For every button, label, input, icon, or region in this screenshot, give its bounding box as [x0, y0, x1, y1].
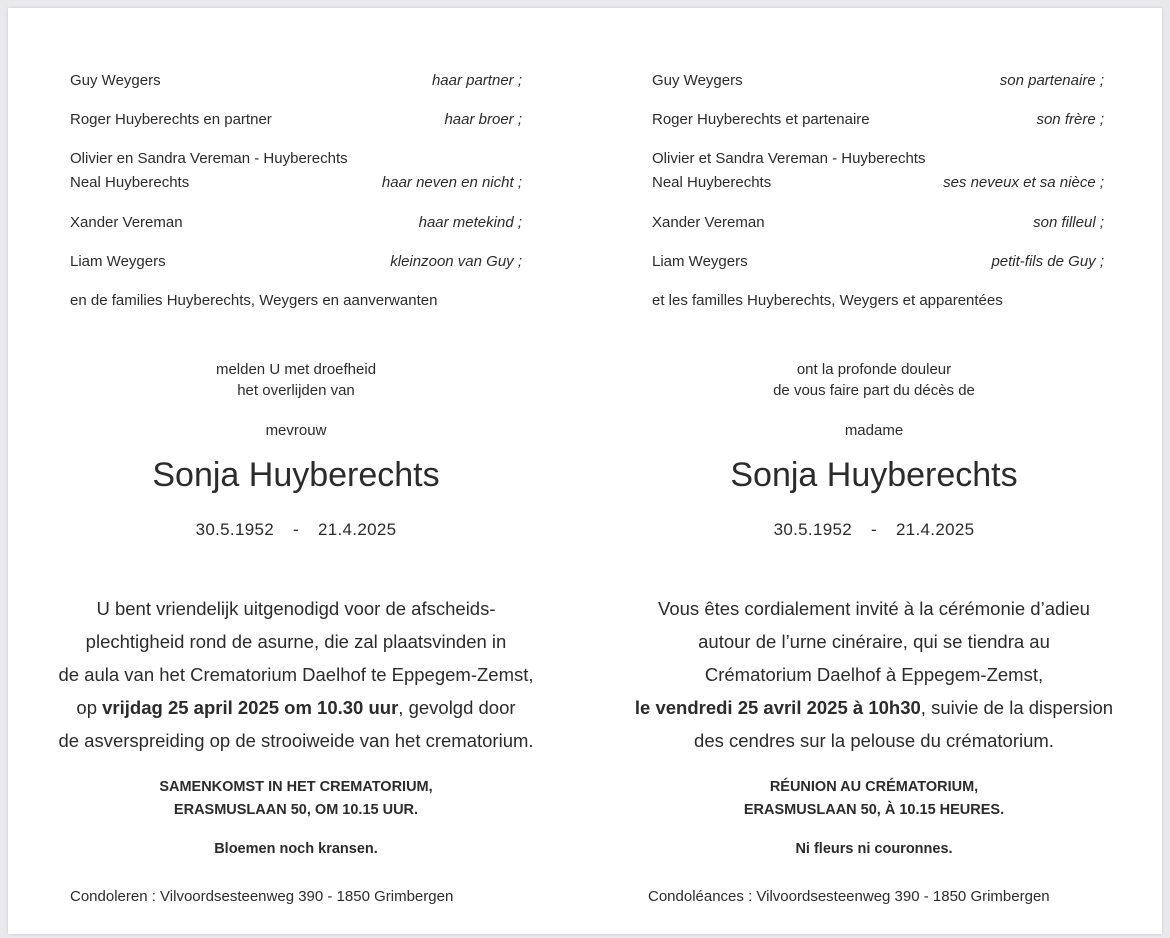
- invitation-line: des cendres sur la pelouse du crématorium.: [694, 730, 1054, 751]
- meeting-info: SAMENKOMST IN HET CREMATORIUM, ERASMUSLAAN 50, OM 10.15 UUR.: [159, 779, 433, 818]
- family-name: Roger Huyberechts et partenaire: [652, 111, 870, 128]
- birth-date: 30.5.1952: [195, 520, 274, 539]
- ceremony-datetime: vrijdag 25 april 2025 om 10.30 uur: [102, 697, 399, 718]
- life-dates: [8, 520, 584, 540]
- family-relation: son frère ;: [1036, 111, 1104, 128]
- family-name: Olivier et Sandra Vereman - Huyberechts: [652, 150, 926, 167]
- flowers-note: Ni fleurs ni couronnes.: [795, 841, 953, 857]
- invitation-text: [586, 592, 1162, 757]
- deceased-name: Sonja Huyberechts: [730, 456, 1018, 494]
- birth-date: 30.5.1952: [773, 520, 852, 539]
- announcement-line-2: het overlijden van: [237, 382, 355, 399]
- announcement-line-1: ont la profonde douleur: [796, 361, 952, 378]
- family-name: Guy Weygers: [70, 72, 161, 89]
- family-name: Liam Weygers: [70, 253, 166, 270]
- family-relation: haar partner ;: [431, 72, 522, 89]
- death-notice-card: [8, 8, 1162, 934]
- family-name: Xander Vereman: [70, 214, 183, 231]
- condolences-address: Condoleren : Vilvoordsesteenweg 390 - 1850 Grimbergen: [70, 888, 454, 905]
- family-relation: kleinzoon van Guy ;: [390, 253, 522, 270]
- invitation-line: plechtigheid rond de asurne, die zal plaatsvinden in: [85, 631, 507, 652]
- family-name: Xander Vereman: [652, 214, 765, 231]
- dutch-column: Guy Weygers haar partner ; Roger Huyberechts en partner haar broer ; Olivier en Sandra Vereman - Huyberechts Neal Huyberechts haar neven en nicht ; Xander Vereman haar metekind ; Liam Weygers kleinzoon van Guy ; en de families Huyberechts, Weygers en aanverwanten melden U met droefheid het overlijden van mevrouw Sonja Huyberechts 30.5.1952 - 21.4.2025 U bent vriendelijk uitgenodigd voor de afscheids- plechtigheid rond de asurne, die zal plaatsvinden in de aula van het Crematorium Daelhof te Eppegem-Zemst, op vrijdag 25 april 2025 om 10.30 uur, gevolgd door de asverspreiding op de strooiweide van het crematorium. SAMENKOMST IN HET CREMATORIUM, ERASMUSLAAN 50, OM 10.15 UUR. Bloemen noch kransen. Condoleren : Vilvoordsesteenweg 390 - 1850 Grimbergen: [8, 8, 584, 934]
- french-column: Guy Weygers son partenaire ; Roger Huyberechts et partenaire son frère ; Olivier et Sandra Vereman - Huyberechts Neal Huyberechts ses neveux et sa nièce ; Xander Vereman son filleul ; Liam Weygers petit-fils de Guy ; et les familles Huyberechts, Weygers et apparentées ont la profonde douleur de vous faire part du décès de madame Sonja Huyberechts 30.5.1952 - 21.4.2025 Vous êtes cordialement invité à la cérémonie d’adieu autour de l’urne cinéraire, qui se tiendra au Crématorium Daelhof à Eppegem-Zemst, le vendredi 25 avril 2025 à 10h30, suivie de la dispersion des cendres sur la pelouse du crématorium. RÉUNION AU CRÉMATORIUM, ERASMUSLAAN 50, À 10.15 HEURES. Ni fleurs ni couronnes. Condoléances : Vilvoordsesteenweg 390 - 1850 Grimbergen: [586, 8, 1162, 934]
- date-separator: -: [871, 520, 877, 539]
- family-name: Roger Huyberechts en partner: [70, 111, 272, 128]
- announcement-line-2: de vous faire part du décès de: [773, 382, 975, 399]
- death-date: 21.4.2025: [318, 520, 397, 539]
- family-relation: haar neven en nicht ;: [381, 174, 522, 191]
- family-relation: son filleul ;: [1033, 214, 1104, 231]
- invitation-line: de asverspreiding op de strooiweide van het crematorium.: [58, 730, 534, 751]
- family-relation: ses neveux et sa nièce ;: [943, 174, 1104, 191]
- death-date: 21.4.2025: [896, 520, 975, 539]
- honorific: mevrouw: [265, 422, 327, 439]
- invitation-line: autour de l’urne cinéraire, qui se tiendra au: [698, 631, 1050, 652]
- invitation-line: Crématorium Daelhof à Eppegem-Zemst,: [704, 664, 1044, 685]
- family-name: Neal Huyberechts: [70, 174, 190, 191]
- deceased-name: Sonja Huyberechts: [152, 456, 440, 494]
- invitation-text: [8, 592, 584, 757]
- family-name: Liam Weygers: [652, 253, 748, 270]
- life-dates: [586, 520, 1162, 540]
- ceremony-datetime: le vendredi 25 avril 2025 à 10h30: [634, 697, 921, 718]
- invitation-line: de aula van het Crematorium Daelhof te Eppegem-Zemst,: [58, 664, 534, 685]
- family-relation: son partenaire ;: [999, 72, 1104, 89]
- family-name: Olivier en Sandra Vereman - Huyberechts: [70, 150, 348, 167]
- flowers-note: Bloemen noch kransen.: [214, 841, 378, 857]
- announcement-line-1: melden U met droefheid: [215, 361, 377, 378]
- invitation-line: Vous êtes cordialement invité à la cérémonie d’adieu: [658, 598, 1090, 619]
- condolences-address: Condoléances : Vilvoordsesteenweg 390 - 1850 Grimbergen: [648, 888, 1050, 905]
- family-name: Neal Huyberechts: [652, 174, 772, 191]
- family-relation: haar broer ;: [444, 111, 522, 128]
- family-relation: petit-fils de Guy ;: [991, 253, 1104, 270]
- invitation-line: U bent vriendelijk uitgenodigd voor de afscheids-: [96, 598, 496, 619]
- meeting-info: RÉUNION AU CRÉMATORIUM, ERASMUSLAAN 50, À 10.15 HEURES.: [743, 779, 1005, 818]
- family-relation: haar metekind ;: [418, 214, 522, 231]
- invitation-line: op vrijdag 25 april 2025 om 10.30 uur, gevolgd door: [76, 697, 516, 718]
- date-separator: -: [293, 520, 299, 539]
- honorific: madame: [844, 422, 904, 439]
- family-name: Guy Weygers: [652, 72, 743, 89]
- invitation-line: le vendredi 25 avril 2025 à 10h30, suivie de la dispersion: [634, 697, 1114, 718]
